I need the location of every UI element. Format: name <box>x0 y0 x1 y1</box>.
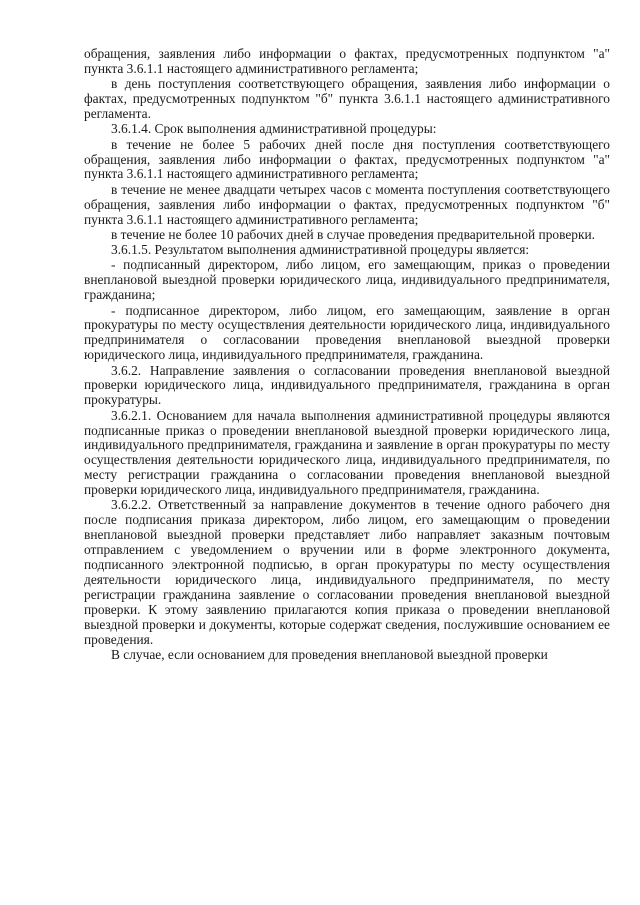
paragraph: в течение не более 10 рабочих дней в случае проведения предварительной проверки. <box>111 226 595 242</box>
list-item: - подписанное директором, либо лицом, его замещающим, заявление в орган прокуратуры по месту осуществления деятельности юридического лица, индивидуального предпринимателя о согласовании проведения внеплановой выездной проверки юридического лица, индивидуального предпринимателя, гражданина. <box>84 302 610 363</box>
section-heading-3-6-2: 3.6.2. Направление заявления о согласовании проведения внеплановой выездной проверки юридического лица, индивидуального предпринимателя, гражданина в орган прокуратуры. <box>84 362 610 408</box>
paragraph-3-6-2-1: 3.6.2.1. Основанием для начала выполнения административной процедуры являются подписанные приказ о проведении внеплановой выездной проверки юридического лица, индивидуального предпринимателя, гражданина и заявление в орган прокуратуры по месту осуществления деятельности юридического лица, индивидуального предпринимателя, по месту регистрации гражданина о согласовании проведения внеплановой выездной проверки юридического лица, индивидуального предпринимателя, гражданина. <box>84 407 610 498</box>
paragraph: в течение не менее двадцати четырех часов с момента поступления соответствующего обращения, заявления либо информации о фактах, предусмотренных подпунктом "б" пункта 3.6.1.1 настоящего административного регламента; <box>84 181 610 227</box>
section-heading-3-6-1-4: 3.6.1.4. Срок выполнения административной процедуры: <box>111 121 437 137</box>
list-item: - подписанный директором, либо лицом, его замещающим, приказ о проведении внеплановой выездной проверки юридического лица, индивидуального предпринимателя, гражданина; <box>84 257 610 303</box>
paragraph: в течение не более 5 рабочих дней после дня поступления соответствующего обращения, заявления либо информации о фактах, предусмотренных подпунктом "а" пункта 3.6.1.1 настоящего административного регламента; <box>84 136 610 182</box>
paragraph: В случае, если основанием для проведения внеплановой выездной проверки <box>111 646 548 662</box>
paragraph-3-6-2-2: 3.6.2.2. Ответственный за направление документов в течение одного рабочего дня после подписания приказа директором, либо лицом, его замещающим о проведении внеплановой выездной проверки представляет либо направляет заказным почтовым отправлением с уведомлением о вручении или в форме электронного документа, подписанного электронной подписью, в орган прокуратуры по месту осуществления деятельности юридического лица, индивидуального предпринимателя, по месту регистрации гражданина заявление о согласовании проведения внеплановой выездной проверки. К этому заявлению прилагаются копия приказа о проведении внеплановой выездной проверки и документы, которые содержат сведения, послужившие основанием ее проведения. <box>84 497 610 647</box>
paragraph: в день поступления соответствующего обращения, заявления либо информации о фактах, предусмотренных подпунктом "б" пункта 3.6.1.1 настоящего административного регламента. <box>84 76 610 122</box>
paragraph: обращения, заявления либо информации о фактах, предусмотренных подпунктом "а" пункта 3.6.1.1 настоящего административного регламента; <box>84 46 610 76</box>
section-heading-3-6-1-5: 3.6.1.5. Результатом выполнения административной процедуры является: <box>111 242 530 258</box>
